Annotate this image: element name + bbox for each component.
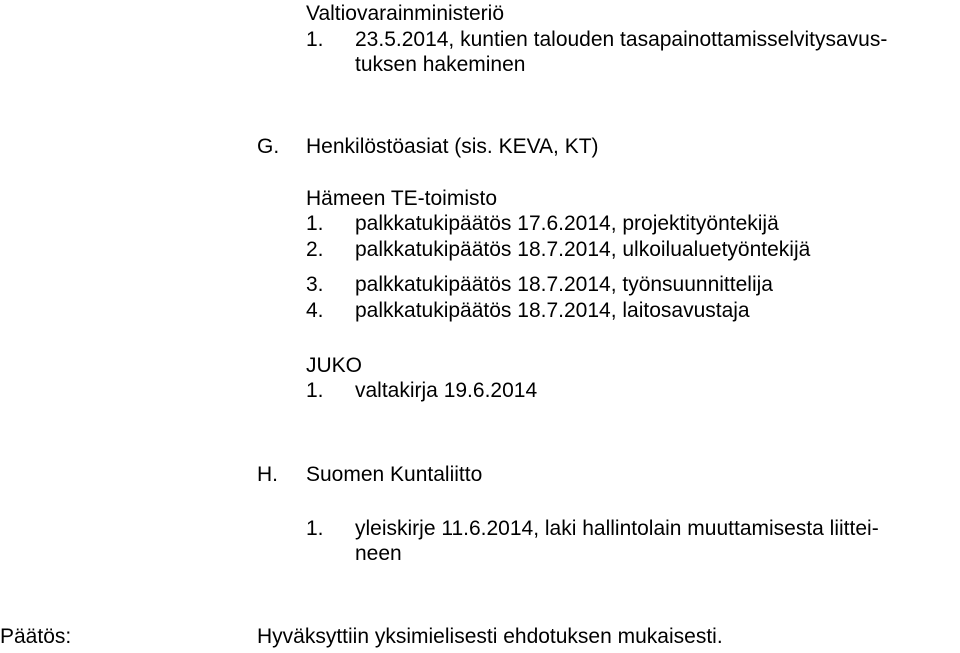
item-number: 1. [306,517,324,540]
section-title-h: Suomen Kuntaliitto [306,463,483,486]
item-text-continued: neen [355,542,402,565]
item-number: 1. [306,379,324,402]
section-title-g: Henkilöstöasiat (sis. KEVA, KT) [306,135,599,158]
item-number: 4. [306,299,324,322]
item-number: 1. [306,28,324,51]
section-letter-h: H. [257,463,278,486]
item-text: palkkatukipäätös 17.6.2014, projektityöntekijä [355,212,779,235]
org-hameen-te-toimisto: Hämeen TE-toimisto [306,187,498,210]
decision-label: Päätös: [0,625,72,648]
item-number: 1. [306,212,324,235]
item-text: palkkatukipäätös 18.7.2014, työnsuunnittelija [355,273,773,296]
item-text: valtakirja 19.6.2014 [355,379,538,402]
item-text: palkkatukipäätös 18.7.2014, laitosavustaja [355,299,750,322]
org-valtiovarainministerio: Valtiovarainministeriö [306,2,505,25]
item-text-continued: tuksen hakeminen [355,53,526,76]
section-letter-g: G. [257,135,280,158]
item-number: 3. [306,273,324,296]
item-text: palkkatukipäätös 18.7.2014, ulkoilualuetyöntekijä [355,238,811,261]
org-juko: JUKO [306,354,363,377]
item-number: 2. [306,238,324,261]
decision-text: Hyväksyttiin yksimielisesti ehdotuksen mukaisesti. [257,625,723,648]
item-text: yleiskirje 11.6.2014, laki hallintolain muuttamisesta liittei- [355,517,879,540]
item-text: 23.5.2014, kuntien talouden tasapainottamisselvitysavus- [355,28,888,51]
